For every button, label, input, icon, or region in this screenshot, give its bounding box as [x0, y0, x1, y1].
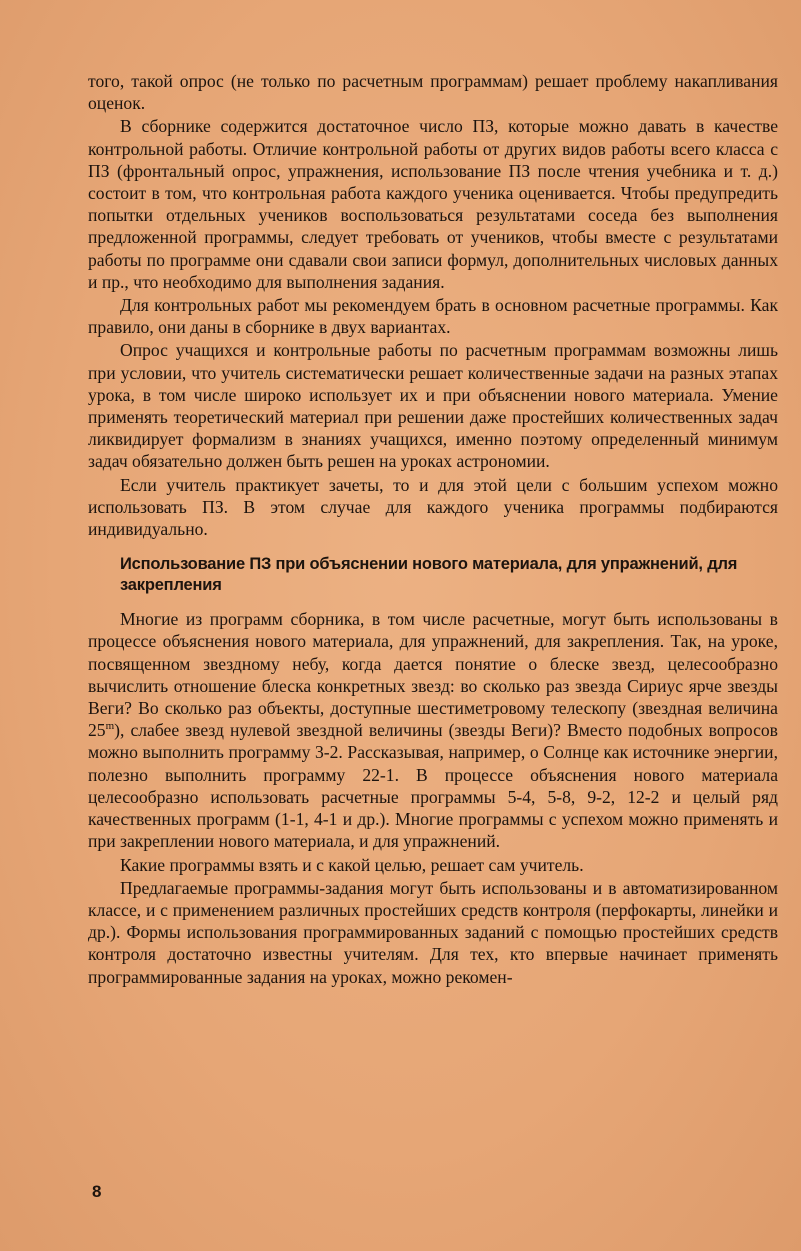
section-heading: Использование ПЗ при объяснении нового материала, для упражнений, для закрепления — [120, 555, 738, 595]
paragraph-4: Опрос учащихся и контрольные работы по расчетным программам возможны лишь при условии, что учитель систематически решает количественные задачи на разных этапах урока, в том числе широко использует их и при объяснении нового материала. Умение применять теоретический материал при решении даже простейших количественных задач ликвидирует формализм в знаниях учащихся, именно поэтому определенный минимум задач обязательно должен быть решен на уроках астрономии. — [88, 340, 778, 472]
paragraph-8: Предлагаемые программы-задания могут быть использованы и в автоматизированном классе, и с применением различных простейших средств контроля (перфокарты, линейки и др.). Формы использования программированных заданий с помощью простейших средств контроля достаточно известны учителям. Для тех, кто впервые начинает применять программированные задания на уроках, можно рекомен- — [88, 877, 778, 987]
body-text — [88, 70, 778, 989]
paragraph-7: Какие программы взять и с какой целью, решает сам учитель. — [120, 854, 584, 875]
paragraph-5: Если учитель практикует зачеты, то и для этой цели с большим успехом можно использовать ПЗ. В этом случае для каждого ученика программы подбираются индивидуально. — [88, 474, 778, 540]
paragraph-6-part-1: Многие из программ сборника, в том числе расчетные, могут быть использованы в процессе объяснения нового материала, для упражнений, для закрепления. Так, на уроке, посвященном звездному небу, когда дается понятие о блеске звезд, целесообразно вычислить отношение блеска конкретных звезд: во сколько раз звезда Сириус ярче звезды Веги? Во сколько раз объекты, доступные шестиметровому телескопу (звездная величина 25 — [88, 609, 778, 741]
paragraph-6-part-2: ), слабее звезд нулевой звездной величины (звезды Веги)? Вместо подобных вопросов можно выполнить программу 3-2. Рассказывая, например, о Солнце как источнике энергии, полезно выполнить программу 22-1. В процессе объяснения нового материала целесообразно использовать расчетные программы 5-4, 5-8, 9-2, 12-2 и целый ряд качественных программ (1-1, 4-1 и др.). Многие программы с успехом можно применять и при закреплении нового материала, и для упражнений. — [88, 720, 778, 852]
paragraph-3: Для контрольных работ мы рекомендуем брать в основном расчетные программы. Как правило, они даны в сборнике в двух вариантах. — [88, 295, 778, 338]
page-number: 8 — [92, 1182, 102, 1201]
paragraph-2: В сборнике содержится достаточное число ПЗ, которые можно давать в качестве контрольной работы. Отличие контрольной работы от других видов работы всего класса с ПЗ (фронтальный опрос, упражнения, использование ПЗ после чтения учебника и т. д.) состоит в том, что контрольная работа каждого ученика оценивается. Чтобы предупредить попытки отдельных учеников воспользоваться результатами соседа без выполнения предложенной программы, следует требовать от учеников, чтобы вместе с результатами работы по программе они сдавали свои записи формул, дополнительных числовых данных и пр., что необходимо для выполнения задания. — [88, 116, 778, 292]
paragraph-1: того, такой опрос (не только по расчетным программам) решает проблему накапливания оценок. — [88, 71, 778, 114]
magnitude-superscript: m — [105, 720, 115, 733]
paragraph-6 — [88, 608, 778, 852]
